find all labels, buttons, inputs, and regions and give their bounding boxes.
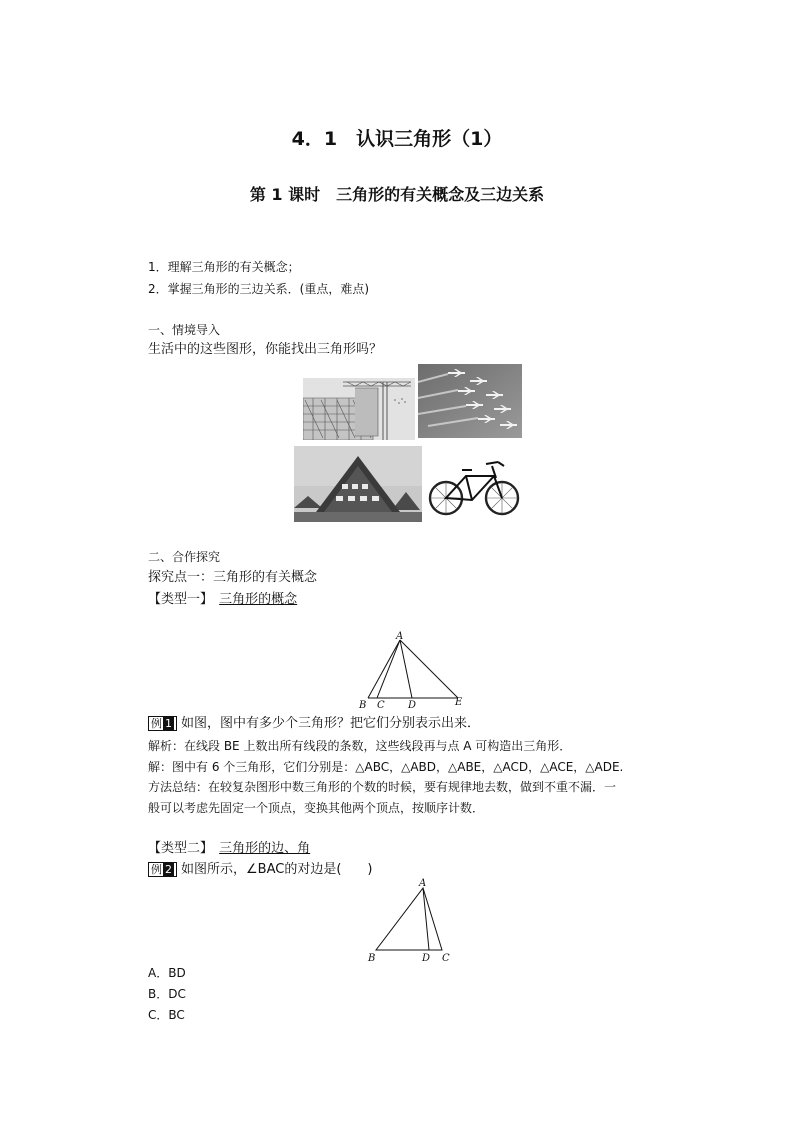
example2-question-row: [148, 861, 372, 879]
triangle-figure-1: [352, 630, 472, 710]
objective-1: 1．理解三角形的有关概念；: [148, 260, 300, 274]
aircraft-formation-photo: [418, 364, 522, 438]
bicycle-photo: [426, 448, 524, 522]
fig1-label-b: B: [359, 700, 367, 710]
example2-badge: 例 2: [148, 862, 177, 877]
example1-method-line2: 般可以考虑先固定一个顶点，变换其他两个顶点，按顺序计数．: [148, 801, 485, 815]
example1-question: 如图，图中有多少个三角形？把它们分别表示出来．: [181, 716, 481, 731]
type2-row: [148, 840, 310, 858]
fig2-label-a: A: [419, 878, 427, 889]
page-subtitle: 第 1 课时 三角形的有关概念及三边关系: [249, 185, 545, 204]
fig2-label-b: B: [368, 953, 376, 964]
section1-text: 生活中的这些图形，你能找出三角形吗？: [148, 342, 383, 357]
type2-label: 【类型二】: [148, 841, 214, 856]
type1-row: [148, 591, 297, 609]
triangle-figure-2: [364, 874, 460, 964]
type2-title: 三角形的边、角: [219, 841, 311, 856]
type1-label: 【类型一】: [148, 592, 214, 607]
option-a: A．BD: [148, 966, 186, 980]
explore-point-1: 探究点一：三角形的有关概念: [148, 570, 318, 585]
objective-2: 2．掌握三角形的三边关系．(重点，难点): [148, 282, 369, 296]
example1-analysis: 解析：在线段 BE 上数出所有线段的条数，这些线段再与点 A 可构造出三角形．: [148, 739, 572, 753]
type1-title: 三角形的概念: [219, 592, 298, 607]
crane-building-photo: [303, 378, 415, 440]
example1-question-row: [148, 715, 480, 733]
example2-question: 如图所示，∠BAC的对边是( ): [181, 862, 373, 877]
example1-badge: 例 1: [148, 716, 177, 731]
fig2-label-d: D: [422, 953, 431, 964]
section1-heading: 一、情境导入: [148, 323, 221, 337]
fig1-label-d: D: [408, 700, 417, 710]
thatched-house-photo: [294, 446, 422, 522]
example1-solution: 解：图中有 6 个三角形，它们分别是：△ABC，△ABD，△ABE，△ACD，△ACE，△ADE.: [148, 760, 624, 774]
example1-method-line1: 方法总结：在较复杂图形中数三角形的个数的时候，要有规律地去数，做到不重不漏．一: [148, 780, 617, 794]
page-title: 4．1 认识三角形（1）: [291, 128, 503, 150]
option-c: C．BC: [148, 1008, 185, 1022]
option-b: B．DC: [148, 987, 186, 1001]
fig2-label-c: C: [442, 953, 450, 964]
fig1-label-a: A: [396, 631, 404, 642]
section2-heading: 二、合作探究: [148, 550, 221, 564]
fig1-label-e: E: [455, 697, 463, 708]
fig1-label-c: C: [377, 700, 385, 710]
